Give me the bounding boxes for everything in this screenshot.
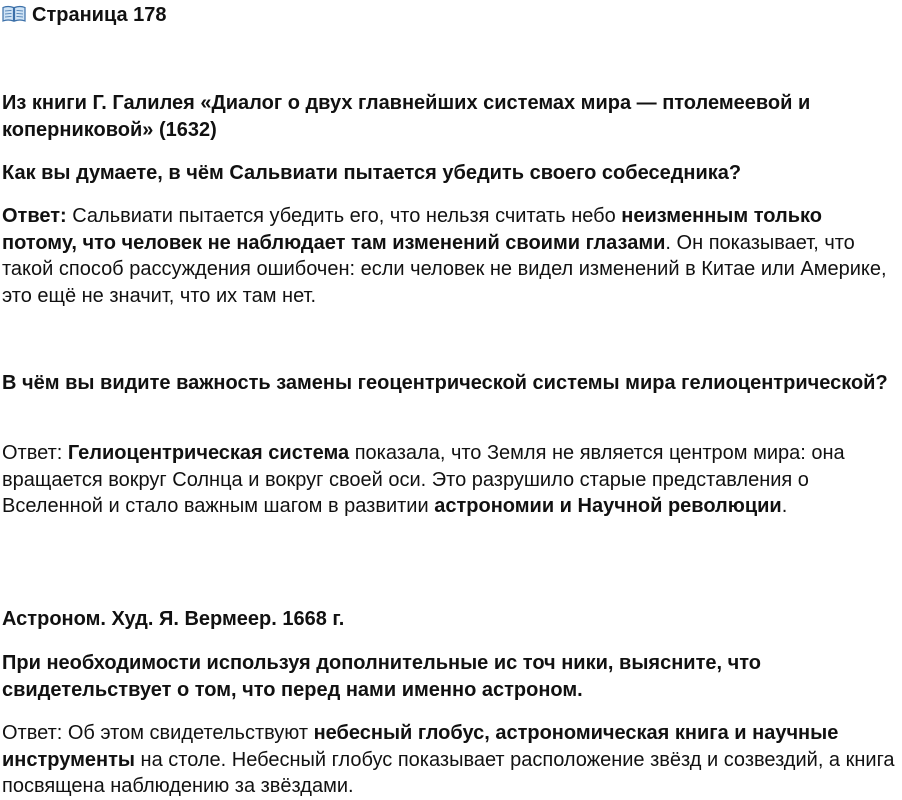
question-heading: В чём вы видите важность замены геоцентрической системы мира гелиоцентрической? — [2, 372, 888, 394]
answer-text: показала, что Земля не является центром мира: она вращается вокруг Солнца и вокруг своей оси. Это разрушило старые представления о Вселенной и стало важным шагом в развитии — [2, 442, 845, 517]
question-heading: Как вы думаете, в чём Сальвиати пытается убедить своего собеседника? — [2, 162, 742, 184]
answer-emphasis: небесный глобус, астрономическая книга и научные инструменты — [2, 722, 839, 771]
answer-emphasis: астрономии и Научной революции — [434, 495, 782, 517]
section-3-answer — [2, 720, 898, 800]
answer-text: . Он показывает, что такой способ рассуждения ошибочен: если человек не видел изменений в Китае или Америке, это ещё не значит, что их там нет. — [2, 231, 887, 307]
source-heading: Астроном. Худ. Я. Вермеер. 1668 г. — [2, 608, 345, 630]
section-1-answer — [2, 203, 898, 309]
answer-paragraph — [2, 203, 898, 309]
answer-text: Сальвиати пытается убедить его, что нельзя считать небо — [66, 205, 622, 227]
section-2-question — [2, 370, 898, 397]
answer-text: . — [781, 495, 788, 517]
page-title-text: Страница 178 — [32, 4, 167, 26]
section-2-answer — [2, 440, 898, 520]
answer-emphasis: неизменным только потому, что человек не наблюдает там изменений своими глазами — [2, 205, 822, 254]
answer-label: Ответ: Об этом свидетельствуют — [2, 722, 314, 744]
answer-paragraph — [2, 720, 898, 800]
answer-paragraph — [2, 440, 898, 520]
answer-emphasis: Гелиоцентрическая система — [67, 442, 350, 464]
section-3-question — [2, 650, 898, 703]
open-book-icon — [2, 5, 26, 22]
answer-label: Ответ: — [2, 442, 68, 464]
section-1-question — [2, 160, 898, 187]
section-1-source — [2, 90, 898, 143]
section-3-source — [2, 606, 898, 633]
answer-text: на столе. Небесный глобус показывает расположение звёзд и созвездий, а книга посвящена наблюдению за звёздами. — [2, 748, 895, 797]
page-title — [2, 3, 167, 27]
question-heading: При необходимости используя дополнительные ис точ ники, выясните, что свидетельствует о том, что перед нами именно астроном. — [2, 652, 761, 701]
source-heading: Из книги Г. Галилея «Диалог о двух главнейших системах мира — птолемеевой и коперниковой» (1632) — [2, 92, 811, 141]
answer-label: Ответ: — [2, 205, 67, 227]
